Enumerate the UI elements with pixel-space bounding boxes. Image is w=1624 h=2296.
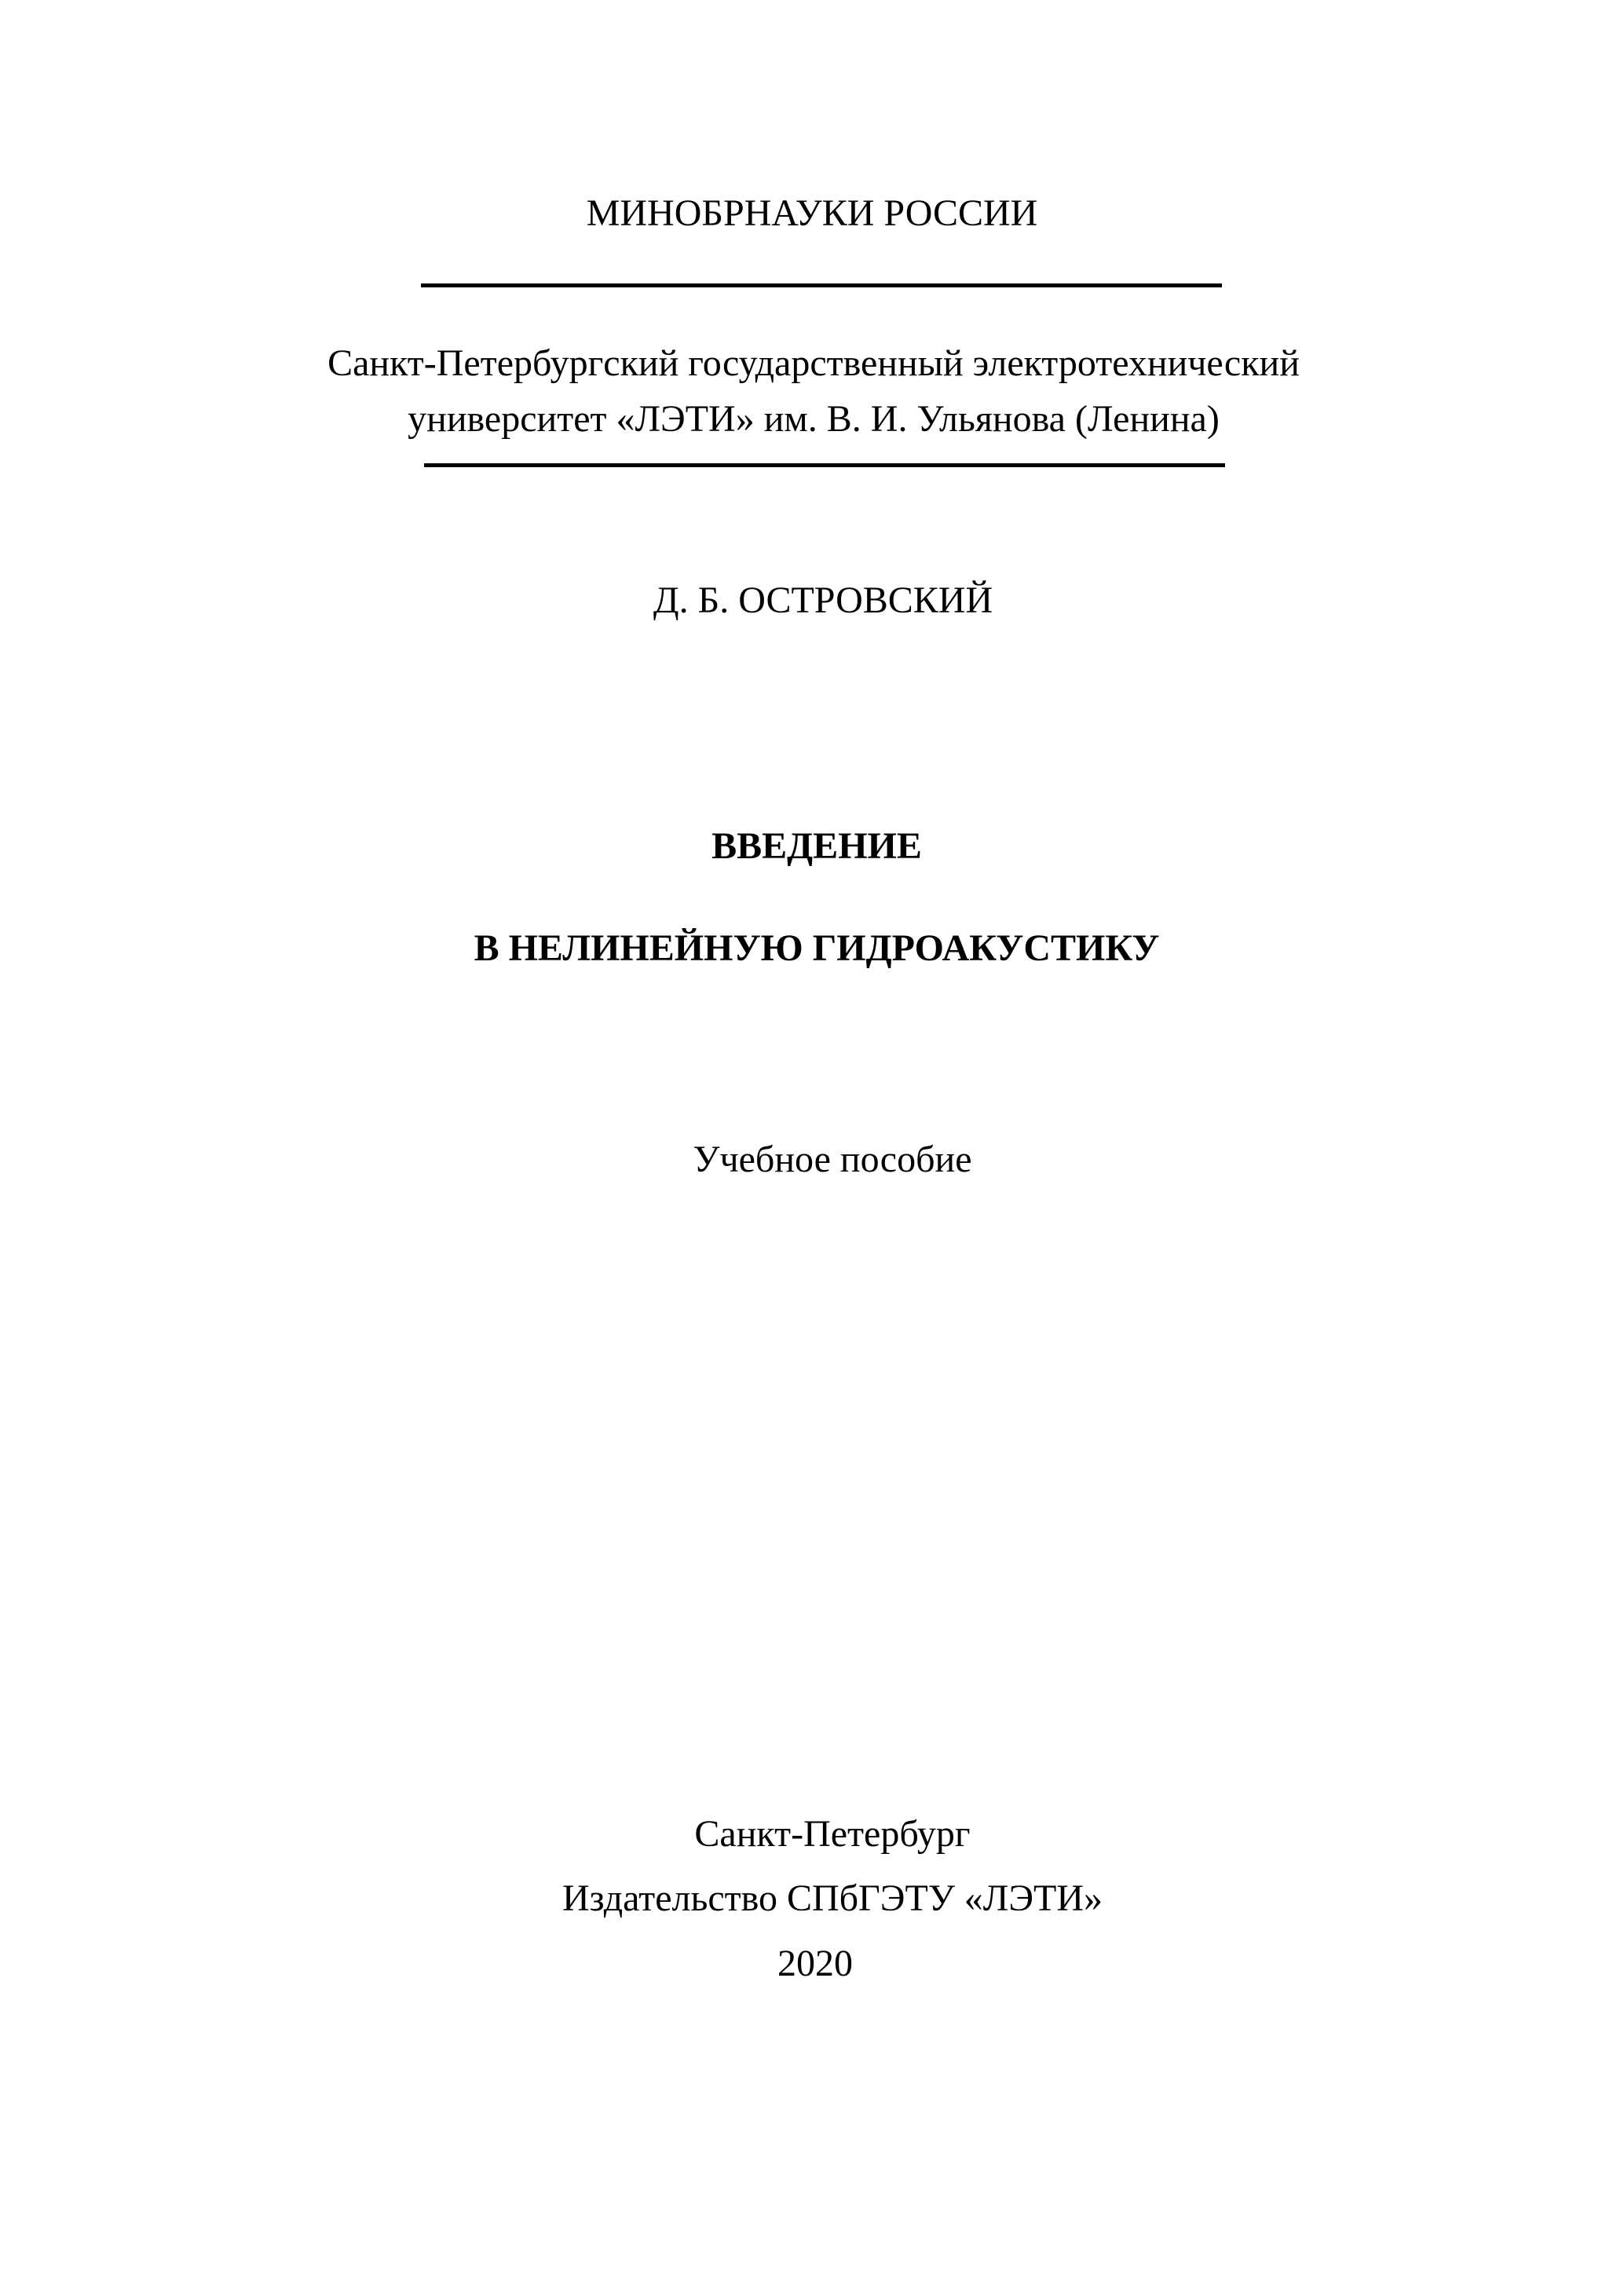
imprint-city: Санкт-Петербург bbox=[694, 1813, 971, 1855]
document-title-line2: В НЕЛИНЕЙНУЮ ГИДРОАКУСТИКУ bbox=[474, 927, 1160, 969]
document-type: Учебное пособие bbox=[693, 1139, 972, 1180]
university-name-line1: Санкт-Петербургский государственный электротехнический bbox=[327, 342, 1300, 384]
bottom-divider bbox=[424, 463, 1225, 467]
author-name: Д. Б. ОСТРОВСКИЙ bbox=[653, 579, 993, 621]
university-name-line2: университет «ЛЭТИ» им. В. И. Ульянова (Ленина) bbox=[408, 398, 1220, 440]
top-divider bbox=[421, 283, 1222, 287]
document-title-line1: ВВЕДЕНИЕ bbox=[711, 825, 922, 867]
imprint-publisher: Издательство СПбГЭТУ «ЛЭТИ» bbox=[561, 1877, 1103, 1919]
ministry-name: МИНОБРНАУКИ РОССИИ bbox=[586, 192, 1038, 234]
imprint-year: 2020 bbox=[777, 1943, 853, 1984]
